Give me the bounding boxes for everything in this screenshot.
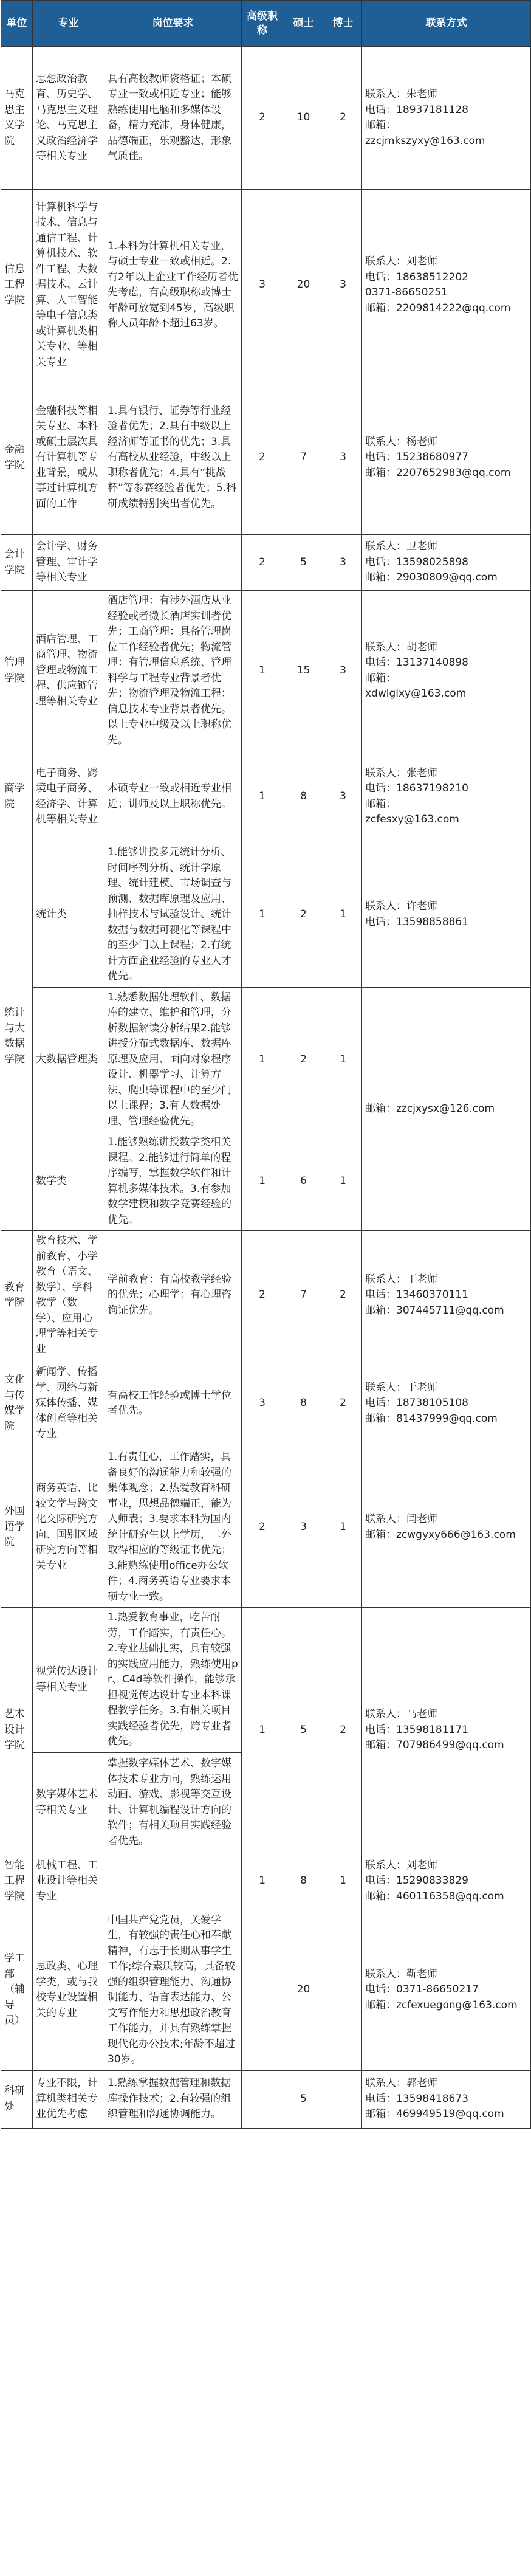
- contact-line: 联系人：马老师: [365, 1708, 437, 1720]
- doctor-count-cell: 3: [324, 535, 362, 591]
- contact-line: 邮箱：81437999@qq.com: [365, 1412, 498, 1425]
- major-cell: 金融科技等相关专业、本科或硕士层次具有计算机等专业背景，或从事过计算机方面的工作: [33, 381, 104, 535]
- table-row: [1, 47, 531, 190]
- major-cell: 大数据管理类: [33, 987, 104, 1132]
- master-count-cell: 20: [283, 1910, 324, 2070]
- requirements-cell: 1.熟悉数据处理软件、数据库的建立、维护和管理，分析数据解读分析结果2.能够讲授分布式数据库、数据库原理及应用、面向对象程序设计、机器学习、计算方法、爬虫等课程中的至少门以上课程；3.有大数据处理、管理经验优先。: [104, 987, 242, 1132]
- master-count-cell: 5: [283, 535, 324, 591]
- major-cell: 机械工程、工业设计等相关专业: [33, 1853, 104, 1910]
- contact-line: 邮箱：469949519@qq.com: [365, 2108, 504, 2121]
- contact-line: zzcjmkszyxy@163.com: [365, 134, 485, 147]
- contact-line: 电话：18637198210: [365, 782, 468, 794]
- senior-count-cell: 2: [242, 1231, 283, 1360]
- table-row: [1, 190, 531, 381]
- table-row: [1, 751, 531, 842]
- table-row: [1, 1360, 531, 1447]
- senior-count-cell: 3: [242, 1360, 283, 1447]
- master-count-cell: 2: [283, 987, 324, 1132]
- doctor-count-cell: 1: [324, 1132, 362, 1231]
- header-doctor: 博士: [324, 1, 362, 47]
- doctor-count-cell: 2: [324, 1360, 362, 1447]
- contact-cell: [362, 47, 531, 190]
- unit-cell: 马克思主义学院: [1, 47, 33, 190]
- contact-line: 联系人：郭老师: [365, 2077, 437, 2090]
- header-senior-title: 高级职称: [242, 1, 283, 47]
- contact-line: 邮箱：zcwgyxy666@163.com: [365, 1528, 516, 1541]
- contact-line: 电话：13137140898: [365, 656, 468, 669]
- table-row: [1, 1447, 531, 1608]
- unit-cell: 商学院: [1, 751, 33, 842]
- contact-line: xdwlglxy@163.com: [365, 687, 467, 700]
- contact-cell: [362, 1447, 531, 1608]
- contact-line: 电话：15290833829: [365, 1875, 468, 1887]
- requirements-cell: 酒店管理：有涉外酒店从业经验或者微长酒店实训者优先；工商管理：具备管理岗位工作经验者优先；物流管理：有管理信息系统、管理科学与工程专业背景者优先；物流管理及物流工程：信息技术专业背景者优先。以上专业中级及以上职称优先。: [104, 591, 242, 751]
- major-cell: 电子商务、跨境电子商务、经济学、计算机等相关专业: [33, 751, 104, 842]
- master-count-cell: 6: [283, 1132, 324, 1231]
- contact-line: 联系人：于老师: [365, 1381, 437, 1394]
- major-cell: 思想政治教育、历史学、马克思主义理论、马克思主义政治经济学等相关专业: [33, 47, 104, 190]
- contact-line: 联系人：许老师: [365, 900, 437, 913]
- doctor-count-cell: 3: [324, 751, 362, 842]
- master-count-cell: 5: [283, 1608, 324, 1853]
- contact-line: 邮箱：: [365, 672, 396, 684]
- contact-cell: [362, 535, 531, 591]
- contact-cell: [362, 2070, 531, 2128]
- requirements-cell: 有高校工作经验或博士学位者优先。: [104, 1360, 242, 1447]
- master-count-cell: 2: [283, 842, 324, 988]
- senior-count-cell: [242, 2070, 283, 2128]
- table-row: [1, 2070, 531, 2128]
- header-unit: 单位: [1, 1, 33, 47]
- major-cell: 思政类、心理学类，或与我校专业设置相关的专业: [33, 1910, 104, 2070]
- contact-line: 邮箱：: [365, 119, 396, 131]
- contact-cell: [362, 751, 531, 842]
- doctor-count-cell: 2: [324, 47, 362, 190]
- doctor-count-cell: 2: [324, 1231, 362, 1360]
- doctor-count-cell: 3: [324, 381, 362, 535]
- senior-count-cell: 1: [242, 751, 283, 842]
- requirements-cell: 1.熟练掌握数据管理和数据库操作技术；2.有较强的组织管理和沟通协调能力。: [104, 2070, 242, 2128]
- requirements-cell: 1.能够讲授多元统计分析、时间序列分析、统计学原理、统计建模、市场调查与预测、数据库原理及应用、抽样技术与试验设计、统计数据与数据可视化等课程中的至少门以上课程；2.有统计方面企业经验的专业人才优先。: [104, 842, 242, 988]
- contact-line: 电话：13598181171: [365, 1723, 468, 1736]
- contact-cell: [362, 842, 531, 988]
- major-cell: 数学类: [33, 1132, 104, 1231]
- requirements-cell: 具有高校教师资格证；本硕专业一致或相近专业；能够熟练使用电脑和多媒体设备，精力充沛，身体健康，品德端正，乐观豁达，形象气质佳。: [104, 47, 242, 190]
- master-count-cell: 7: [283, 381, 324, 535]
- major-cell: 酒店管理、工商管理、物流管理或物流工程、供应链管理等相关专业: [33, 591, 104, 751]
- master-count-cell: 10: [283, 47, 324, 190]
- table-row: [1, 842, 531, 988]
- contact-line: 0371-86650251: [365, 286, 448, 298]
- master-count-cell: 7: [283, 1231, 324, 1360]
- major-cell: 数字媒体艺术等相关专业: [33, 1752, 104, 1853]
- header-requirements: 岗位要求: [104, 1, 242, 47]
- table-header-row: [1, 1, 531, 47]
- senior-count-cell: 2: [242, 381, 283, 535]
- master-count-cell: 3: [283, 1447, 324, 1608]
- contact-line: 电话：13460370111: [365, 1289, 468, 1301]
- master-count-cell: 5: [283, 2070, 324, 2128]
- unit-cell: 统计与大数据学院: [1, 842, 33, 1231]
- contact-cell: [362, 987, 531, 1231]
- unit-cell: 智能工程学院: [1, 1853, 33, 1910]
- contact-line: 联系人：闫老师: [365, 1513, 437, 1525]
- senior-count-cell: 1: [242, 842, 283, 988]
- contact-line: 邮箱：2209814222@qq.com: [365, 301, 511, 314]
- contact-cell: [362, 1360, 531, 1447]
- contact-line: 电话：13598858861: [365, 915, 468, 928]
- doctor-count-cell: 2: [324, 1608, 362, 1853]
- table-row: [1, 1608, 531, 1753]
- master-count-cell: 15: [283, 591, 324, 751]
- table-row: [1, 1910, 531, 2070]
- contact-line: 邮箱：2207652983@qq.com: [365, 466, 511, 479]
- contact-cell: [362, 1608, 531, 1853]
- contact-line: zcfesxy@163.com: [365, 813, 459, 825]
- senior-count-cell: 3: [242, 190, 283, 381]
- doctor-count-cell: 3: [324, 190, 362, 381]
- header-major: 专业: [33, 1, 104, 47]
- contact-line: 联系人：丁老师: [365, 1273, 437, 1286]
- master-count-cell: 8: [283, 1853, 324, 1910]
- contact-cell: [362, 1853, 531, 1910]
- contact-line: 邮箱：460116358@qq.com: [365, 1890, 504, 1903]
- major-cell: 商务英语、比较文学与跨文化交际研究方向、国别区域研究方向等相关专业: [33, 1447, 104, 1608]
- unit-cell: 文化与传媒学院: [1, 1360, 33, 1447]
- senior-count-cell: 1: [242, 591, 283, 751]
- contact-cell: [362, 1910, 531, 2070]
- contact-line: 邮箱：29030809@qq.com: [365, 571, 498, 584]
- master-count-cell: 8: [283, 751, 324, 842]
- contact-line: 联系人：卫老师: [365, 540, 437, 553]
- senior-count-cell: 2: [242, 535, 283, 591]
- contact-line: 联系人：刘老师: [365, 255, 437, 267]
- unit-cell: 艺术设计学院: [1, 1608, 33, 1853]
- senior-count-cell: 1: [242, 987, 283, 1132]
- requirements-cell: 中国共产党党员，关爱学生，有较强的责任心和奉献精神，有志于长期从事学生工作;综合素质较高，具备较强的组织管理能力、沟通协调能力、语言表达能力、公文写作能力和思想政治教育工作能力，并具有熟练掌握现代化办公技术;年龄不超过30岁。: [104, 1910, 242, 2070]
- senior-count-cell: [242, 1910, 283, 2070]
- doctor-count-cell: 1: [324, 1447, 362, 1608]
- requirements-cell: 1.本科为计算机相关专业，与硕士专业一致或相近。2.有2年以上企业工作经历者优先考虑，有高级职称或博士年龄可放宽到45岁，高级职称人员年龄不超过63岁。: [104, 190, 242, 381]
- doctor-count-cell: 1: [324, 842, 362, 988]
- contact-line: 邮箱：zzcjxysx@126.com: [365, 1102, 495, 1115]
- table-row: [1, 1231, 531, 1360]
- unit-cell: 科研处: [1, 2070, 33, 2128]
- senior-count-cell: 2: [242, 1447, 283, 1608]
- contact-cell: [362, 381, 531, 535]
- contact-line: 联系人：胡老师: [365, 641, 437, 653]
- contact-line: 电话：13598025898: [365, 556, 468, 568]
- table-row: [1, 987, 531, 1132]
- major-cell: 统计类: [33, 842, 104, 988]
- contact-line: 联系人：朱老师: [365, 88, 437, 100]
- unit-cell: 学工部（辅导员）: [1, 1910, 33, 2070]
- senior-count-cell: 1: [242, 1608, 283, 1853]
- header-contact: 联系方式: [362, 1, 531, 47]
- major-cell: 专业不限，计算机类相关专业优先考虑: [33, 2070, 104, 2128]
- unit-cell: 信息工程学院: [1, 190, 33, 381]
- contact-line: 邮箱：zcfexuegong@163.com: [365, 1999, 518, 2011]
- requirements-cell: 1.有责任心，工作踏实，具备良好的沟通能力和较强的集体观念；2.热爱教育科研事业，思想品德端正，能为人师表；3.要求本科为国内统计研究生以上学历，二外取得相应的等级证书优先；3.能熟练使用office办公软件；4.商务英语专业要求本硕专业一致。: [104, 1447, 242, 1608]
- requirements-cell: 本硕专业一致或相近专业相近；讲师及以上职称优先。: [104, 751, 242, 842]
- doctor-count-cell: 1: [324, 987, 362, 1132]
- table-row: [1, 381, 531, 535]
- contact-line: 邮箱：307445711@qq.com: [365, 1304, 504, 1317]
- major-cell: 会计学、财务管理、审计学等相关专业: [33, 535, 104, 591]
- recruitment-table: [1, 0, 531, 2129]
- doctor-count-cell: [324, 2070, 362, 2128]
- master-count-cell: 20: [283, 190, 324, 381]
- contact-line: 电话：0371-86650217: [365, 1983, 479, 1996]
- major-cell: 视觉传达设计等相关专业: [33, 1608, 104, 1753]
- unit-cell: 会计学院: [1, 535, 33, 591]
- major-cell: 计算机科学与技术、信息与通信工程、计算机技术、软件工程、大数据技术、云计算、人工智能等电子信息类或计算机类相关专业、等相关专业: [33, 190, 104, 381]
- requirements-cell: 学前教育：有高校教学经验的优先；心理学：有心理咨询证优先。: [104, 1231, 242, 1360]
- unit-cell: 管理学院: [1, 591, 33, 751]
- requirements-cell: 1.热爱教育事业，吃苦耐劳，工作踏实，有责任心。2.专业基础扎实，具有较强的实践应用能力，熟练使用pr、C4d等软件操作，能够承担视觉传达设计专业本科课程教学任务。3.有相关项目实践经验者优先，跨专业者优先。: [104, 1608, 242, 1753]
- requirements-cell: [104, 1853, 242, 1910]
- requirements-cell: 1.具有银行、证券等行业经验者优先；2.具有中级以上经济师等证书的优先；3.具有高校从业经验，中级以上职称者优先；4.具有“挑战杯”等参赛经验者优先；5.科研成绩特别突出者优先。: [104, 381, 242, 535]
- contact-line: 电话：18937181128: [365, 103, 468, 116]
- contact-line: 电话：18738105108: [365, 1397, 468, 1410]
- senior-count-cell: 2: [242, 47, 283, 190]
- requirements-cell: [104, 535, 242, 591]
- unit-cell: 金融学院: [1, 381, 33, 535]
- table-row: [1, 591, 531, 751]
- contact-line: 电话：15238680977: [365, 451, 468, 464]
- contact-cell: [362, 1231, 531, 1360]
- contact-line: 联系人：杨老师: [365, 435, 437, 448]
- doctor-count-cell: [324, 1910, 362, 2070]
- doctor-count-cell: 1: [324, 1853, 362, 1910]
- contact-cell: [362, 591, 531, 751]
- contact-line: 电话：13598418673: [365, 2092, 468, 2105]
- major-cell: 新闻学、传播学、网络与新媒体传播、媒体创意等相关专业: [33, 1360, 104, 1447]
- contact-line: 联系人：刘老师: [365, 1859, 437, 1872]
- unit-cell: 教育学院: [1, 1231, 33, 1360]
- requirements-cell: 掌握数字媒体艺术、数字媒体技术专业方向，熟练运用动画、游戏、影视等交互设计、计算机编程设计方向的软件；有相关项目实践经验者优先。: [104, 1752, 242, 1853]
- table-row: [1, 535, 531, 591]
- contact-line: 邮箱：: [365, 797, 396, 810]
- senior-count-cell: 1: [242, 1853, 283, 1910]
- contact-line: 邮箱：707986499@qq.com: [365, 1739, 504, 1751]
- major-cell: 教育技术、学前教育、小学教育（语文、数学）、学科教学（数学）、应用心理学等相关专业: [33, 1231, 104, 1360]
- senior-count-cell: 1: [242, 1132, 283, 1231]
- table-row: [1, 1853, 531, 1910]
- contact-cell: [362, 190, 531, 381]
- requirements-cell: 1.能够熟练讲授数学类相关课程。2.能够进行简单的程序编写，掌握数学软件和计算机多媒体技术。3.有参加数学建模和数学竞赛经验的优先。: [104, 1132, 242, 1231]
- contact-line: 联系人：张老师: [365, 766, 437, 779]
- master-count-cell: 8: [283, 1360, 324, 1447]
- doctor-count-cell: 3: [324, 591, 362, 751]
- contact-line: 联系人：靳老师: [365, 1968, 437, 1980]
- header-master: 硕士: [283, 1, 324, 47]
- contact-line: 电话：18638512202: [365, 270, 468, 283]
- unit-cell: 外国语学院: [1, 1447, 33, 1608]
